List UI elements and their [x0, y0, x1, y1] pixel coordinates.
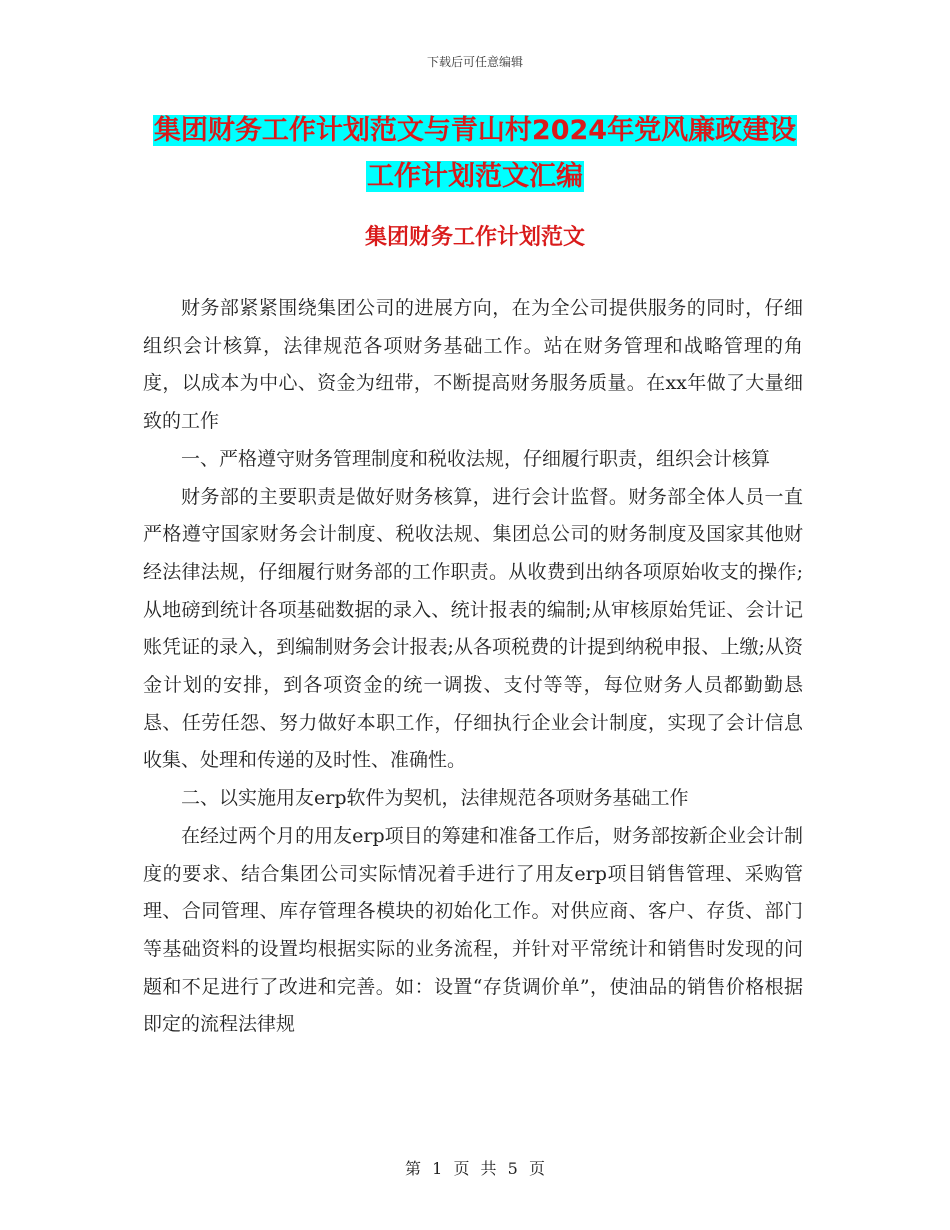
paragraph: 财务部的主要职责是做好财务核算，进行会计监督。财务部全体人员一直严格遵守国家财务会计制度、税收法规、集团总公司的财务制度及国家其他财经法律法规，仔细履行财务部的工作职责。从收费到出纳各项原始收支的操作;从地磅到统计各项基础数据的录入、统计报表的编制;从审核原始凭证、会计记账凭证的录入，到编制财务会计报表;从各项税费的计提到纳税申报、上缴;从资金计划的安排，到各项资金的统一调拨、支付等等，每位财务人员都勤勤恳恳、任劳任怨、努力做好本职工作，仔细执行企业会计制度，实现了会计信息收集、处理和传递的及时性、准确性。: [143, 485, 803, 772]
paragraph: 二、以实施用友erp软件为契机，法律规范各项财务基础工作: [181, 787, 689, 810]
footer-page-unit: 页: [453, 1159, 470, 1178]
footer-total-unit: 页: [528, 1159, 545, 1178]
footer-total-pages: 5: [507, 1159, 518, 1178]
paragraph: 在经过两个月的用友erp项目的筹建和准备工作后，财务部按新企业会计制度的要求、结合集团公司实际情况着手进行了用友erp项目销售管理、采购管理、合同管理、库存管理各模块的初始化工作。对供应商、客户、存货、部门等基础资料的设置均根据实际的业务流程，并针对平常统计和销售时发现的问题和不足进行了改进和完善。如：设置“存货调价单”，使油品的销售价格根据即定的流程法律规: [143, 824, 803, 1036]
body-text: [143, 290, 803, 1044]
footer-prefix: 第: [405, 1159, 422, 1178]
footer-page-number: 1: [432, 1159, 443, 1178]
paragraph: 财务部紧紧围绕集团公司的进展方向，在为全公司提供服务的同时，仔细组织会计核算，法律规范各项财务基础工作。站在财务管理和战略管理的角度，以成本为中心、资金为纽带，不断提高财务服务质量。在xx年做了大量细致的工作: [143, 297, 803, 433]
title-line-2: 工作计划范文汇编: [367, 161, 583, 192]
page-footer: [0, 1156, 950, 1179]
paragraph: 一、严格遵守财务管理制度和税收法规，仔细履行职责，组织会计核算: [181, 447, 771, 470]
section-title: 集团财务工作计划范文: [364, 225, 585, 250]
title-line-1: 集团财务工作计划范文与青山村2024年党风廉政建设: [153, 115, 797, 146]
document-title: [0, 108, 950, 200]
footer-total-prefix: 共: [480, 1159, 497, 1178]
header-note: 下载后可任意编辑: [426, 55, 523, 69]
